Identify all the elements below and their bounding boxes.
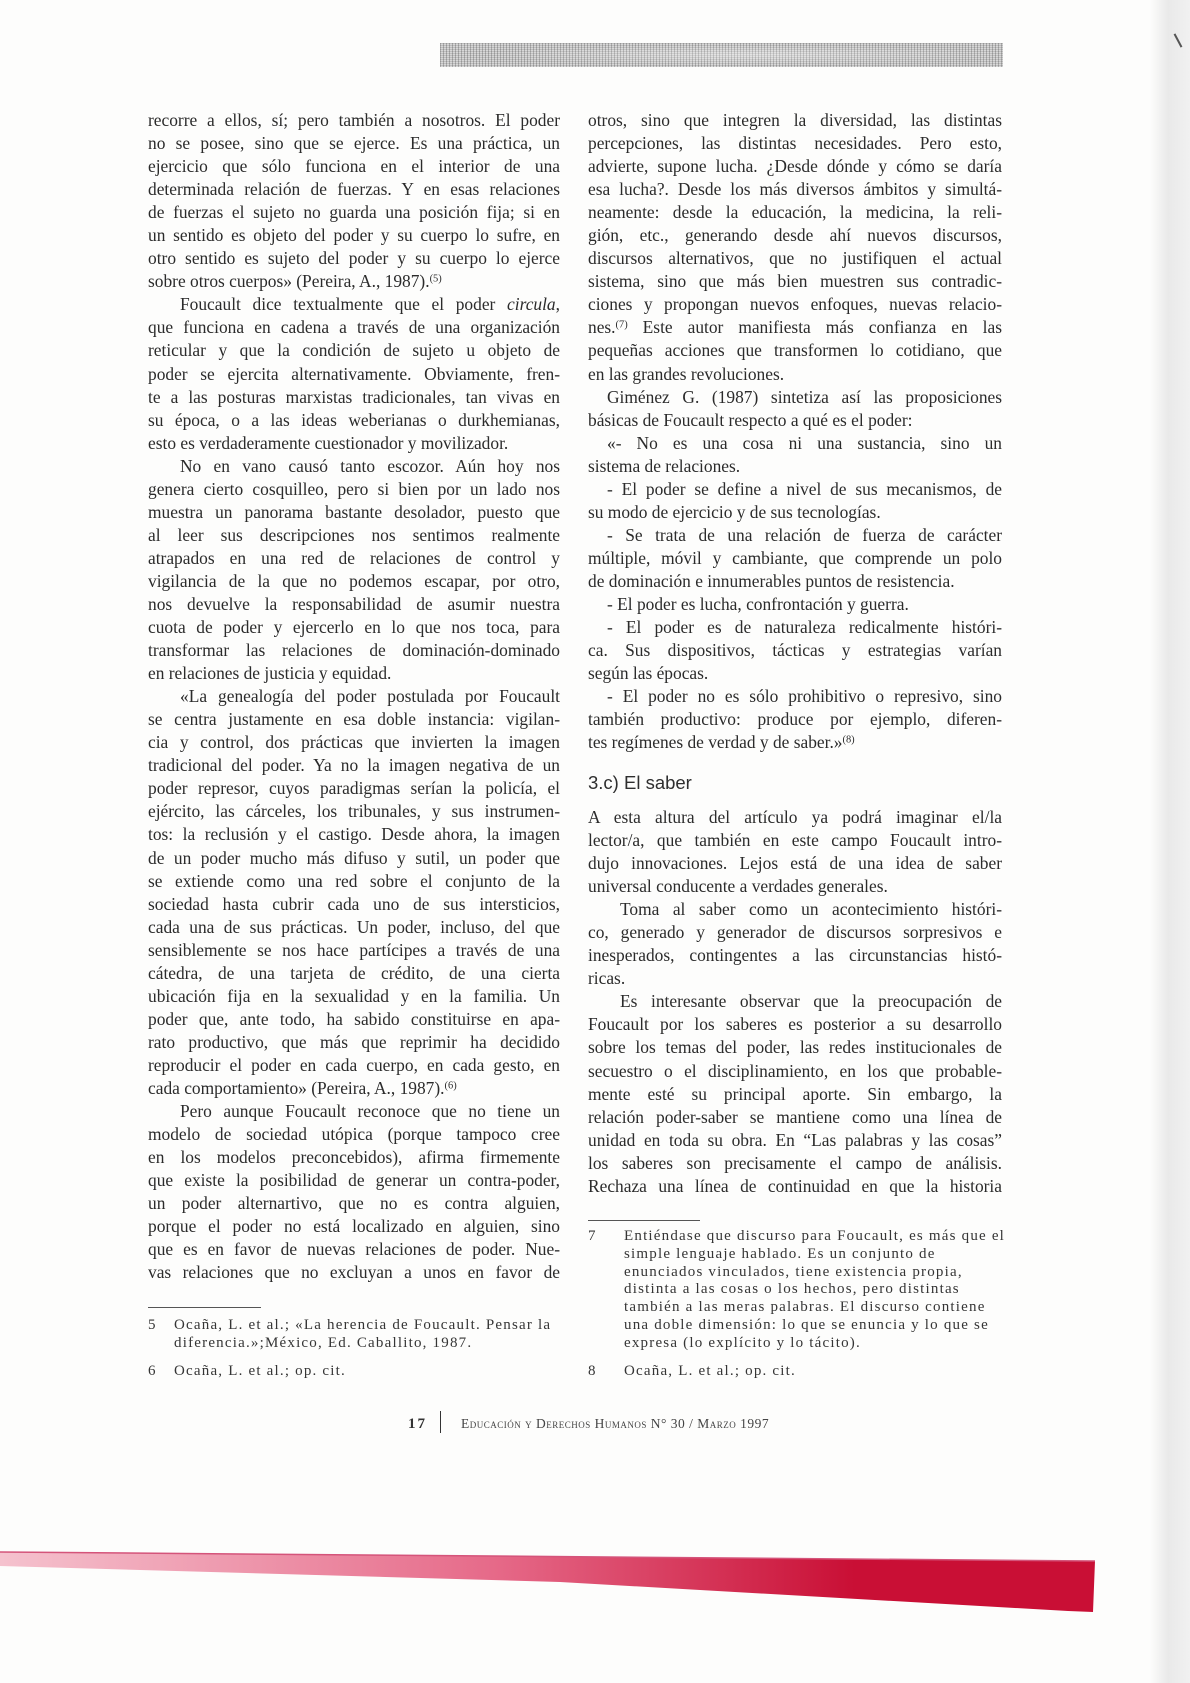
- text-line: mente esté su principal aporte. Sin embargo, la: [588, 1083, 1002, 1104]
- footnote-line: diferencia.»;México, Ed. Caballito, 1987.: [174, 1334, 473, 1351]
- paragraph: [148, 109, 560, 293]
- text-line: pequeñas acciones que transformen lo cotidiano, que: [588, 340, 1002, 361]
- text-line: secuestro o el disciplinamiento, en los que probable-: [588, 1060, 1002, 1081]
- text-line: también productivo: produce por ejemplo, diferen-: [588, 709, 1002, 730]
- text-line: - El poder se define a nivel de sus mecanismos, de: [607, 478, 1002, 499]
- paragraph: [588, 806, 1002, 898]
- text-line: poder que, ante todo, ha sabido constituirse en apa-: [148, 1008, 560, 1029]
- text-line: otros, sino que integren la diversidad, las distintas: [588, 110, 1002, 130]
- text-line: básicas de Foucault respecto a qué es el poder:: [588, 409, 913, 430]
- text-line: inesperados, contingentes a las circunstancias histó-: [588, 945, 1002, 966]
- text-line: los saberes son precisamente el campo de análisis.: [588, 1152, 1002, 1173]
- text-line: modelo de sociedad utópica (porque tampoco cree: [148, 1124, 560, 1145]
- note-reference: (6): [444, 1080, 457, 1092]
- footnote: [588, 1228, 1006, 1353]
- text-line: Toma al saber como un acontecimiento históri-: [620, 899, 1002, 920]
- text-line: ejército, las cárceles, los tribunales, y sus instrumen-: [148, 801, 560, 822]
- footnotes-left: [148, 1317, 560, 1391]
- footnote: [148, 1317, 560, 1353]
- text-line: ejercicio que sólo funciona en el interior de una: [148, 156, 560, 177]
- text-line: dujo innovaciones. Lejos está de una idea de saber: [588, 853, 1002, 874]
- footnote-line: una doble dimensión: lo que se enuncia y lo que se: [624, 1316, 989, 1333]
- footnote-line: Ocaña, L. et al.; «La herencia de Foucault. Pensar la: [174, 1317, 552, 1333]
- text-line: al leer sus descripciones nos sentimos realmente: [148, 524, 560, 545]
- text-segment: tes regímenes de verdad y de saber.»: [588, 732, 843, 753]
- text-line: un poder alternartivo, que no es contra alguien,: [148, 1193, 560, 1214]
- footer-divider: [440, 1411, 441, 1433]
- text-line: porque el poder no está localizado en alguien, sino: [148, 1216, 560, 1237]
- text-line: [148, 1077, 560, 1100]
- paragraph: [588, 898, 1002, 990]
- left-column: [148, 109, 560, 1284]
- text-line: poder represor, cuyos paradigmas serían la policía, el: [148, 778, 560, 799]
- text-line: sobre los temas del poder, las redes institucionales de: [588, 1037, 1002, 1058]
- section-heading: 3.c) El saber: [588, 772, 692, 793]
- text-line: múltiple, móvil y cambiante, que comprende un polo: [588, 547, 1002, 568]
- paragraph: [588, 524, 1002, 593]
- text-line: atrapados en una red de relaciones de control y: [148, 547, 560, 568]
- text-line: nos devuelve la responsabilidad de asumir nuestra: [148, 593, 560, 614]
- text-line: ca. Sus dispositivos, tácticas y estrategias varían: [588, 640, 1002, 661]
- text-line: de fuerzas el sujeto no guarda una posición fija; si en: [148, 202, 560, 223]
- text-line: tradicional del poder. Ya no la imagen negativa de un: [148, 755, 560, 776]
- footnote-text: [174, 1363, 560, 1381]
- text-segment: nes.: [588, 317, 616, 338]
- footnote-rule: [148, 1307, 261, 1308]
- text-line: [588, 731, 1002, 754]
- text-line: No en vano causó tanto escozor. Aún hoy nos: [180, 455, 560, 476]
- text-line: «La genealogía del poder postulada por Foucault: [180, 686, 560, 707]
- footnote-line: simple lenguaje hablado. Es un conjunto de: [624, 1245, 936, 1262]
- text-line: [148, 270, 560, 293]
- note-reference: (5): [429, 273, 442, 285]
- text-line: muestra un panorama bastante desolador, puesto que: [148, 501, 560, 522]
- text-line: percepciones, las distintas necesidades. Pero esto,: [588, 133, 1002, 154]
- footnotes-right: [588, 1228, 1006, 1391]
- text-line: cuota de poder y ejercerlo en lo que nos toca, para: [148, 617, 560, 638]
- text-line: cada una de sus prácticas. Un poder, incluso, del que: [148, 916, 560, 937]
- text-line: unidad en toda su obra. En “Las palabras y las cosas”: [588, 1129, 1002, 1150]
- text-line: que existe la posibilidad de generar un contra-poder,: [148, 1170, 560, 1191]
- text-line: según las épocas.: [588, 663, 709, 684]
- paragraph: [148, 293, 560, 454]
- footnote-line: también a las meras palabras. El discurso contiene: [624, 1299, 986, 1316]
- page-edge-shade: [1150, 0, 1190, 1683]
- text-line: su época, o a las ideas weberianas o durkhemianas,: [148, 409, 560, 430]
- text-line: reticular y que la condición de sujeto u objeto de: [148, 340, 560, 361]
- text-line: sociedad hasta cubrir cada uno de sus intersticios,: [148, 893, 560, 914]
- paragraph: [588, 432, 1002, 478]
- paragraph: [588, 616, 1002, 685]
- text-line: Pero aunque Foucault reconoce que no tiene un: [180, 1101, 560, 1122]
- text-segment: sobre otros cuerpos» (Pereira, A., 1987).: [148, 271, 430, 292]
- footnote-number: 8: [588, 1363, 596, 1380]
- footnote-line: enunciados vinculados, tiene existencia propia,: [624, 1263, 963, 1280]
- paragraph: [588, 478, 1002, 524]
- footnote-number: 6: [148, 1363, 156, 1380]
- text-line: ubicación fija en la sexualidad y en la familia. Un: [148, 985, 560, 1006]
- footnote-line: Ocaña, L. et al.; op. cit.: [174, 1363, 346, 1380]
- text-line: - El poder es lucha, confrontación y guerra.: [607, 593, 909, 614]
- text-line: se extiende como una red sobre el conjunto de la: [148, 870, 560, 891]
- footnote: [148, 1363, 560, 1381]
- text-segment: cada comportamiento» (Pereira, A., 1987).: [148, 1077, 445, 1098]
- footnote-line: Entiéndase que discurso para Foucault, es más que el: [624, 1228, 1006, 1244]
- text-line: rato productivo, que más que reprimir ha decidido: [148, 1031, 560, 1052]
- text-line: [148, 293, 560, 316]
- text-line: poder se ejercita alternativamente. Obviamente, fren-: [148, 363, 560, 384]
- paragraph: [588, 990, 1002, 1197]
- text-line: relación poder-saber se mantiene como una línea de: [588, 1106, 1002, 1127]
- text-line: A esta altura del artículo ya podrá imaginar el/la: [588, 807, 1002, 827]
- text-segment: Este autor manifiesta más confianza en las: [627, 317, 1002, 338]
- text-line: lector/a, que también en este campo Foucault intro-: [588, 830, 1002, 851]
- footnote-line: Ocaña, L. et al.; op. cit.: [624, 1363, 796, 1380]
- text-line: determinada relación de fuerzas. Y en esas relaciones: [148, 179, 560, 200]
- text-line: tos: la reclusión y el castigo. Desde ahora, la imagen: [148, 824, 560, 845]
- footnote-rule: [588, 1220, 700, 1221]
- text-segment: Foucault dice textualmente que el poder: [180, 294, 508, 315]
- text-line: advierte, supone lucha. ¿Desde dónde y cómo se daría: [588, 156, 1002, 177]
- text-line: Giménez G. (1987) sintetiza así las proposiciones: [607, 386, 1002, 407]
- text-line: Foucault por los saberes es posterior a su desarrollo: [588, 1014, 1002, 1035]
- text-line: en las grandes revoluciones.: [588, 363, 785, 384]
- paragraph: [588, 386, 1002, 432]
- text-line: neamente: desde la educación, la medicina, la reli-: [588, 202, 1002, 223]
- text-segment: ,: [555, 294, 560, 315]
- emphasis-text: circula: [507, 294, 556, 315]
- footnote-line: expresa (lo explícito y lo tácito).: [624, 1334, 861, 1351]
- scan-gray-bar: [440, 43, 1003, 67]
- paragraph: [148, 455, 560, 685]
- text-line: cátedra, de una tarjeta de crédito, de una cierta: [148, 962, 560, 983]
- text-line: vas relaciones que no excluyan a unos en favor de: [148, 1262, 560, 1283]
- text-line: universal conducente a verdades generales.: [588, 876, 888, 897]
- text-line: reproducir el poder en cada cuerpo, en cada gesto, en: [148, 1054, 560, 1075]
- text-line: se centra justamente en esa doble instancia: vigilan-: [148, 709, 560, 730]
- page-number: 17: [408, 1416, 427, 1432]
- text-line: «- No es una cosa ni una sustancia, sino un: [607, 432, 1002, 453]
- red-stripe: [0, 1540, 1190, 1630]
- text-line: co, generado y generador de discursos sorpresivos e: [588, 922, 1002, 943]
- paragraph: [588, 685, 1002, 754]
- text-line: recorre a ellos, sí; pero también a nosotros. El poder: [148, 110, 560, 130]
- text-line: - El poder no es sólo prohibitivo o represivo, sino: [607, 686, 1002, 707]
- footnote-text: [174, 1317, 560, 1353]
- text-line: vigilancia de la que no podemos escapar, por otro,: [148, 570, 560, 591]
- footnote-number: 7: [588, 1228, 596, 1244]
- text-line: no se posee, sino que se ejerce. Es una práctica, un: [148, 133, 560, 154]
- text-line: en relaciones de justicia y equidad.: [148, 663, 392, 684]
- footnote-number: 5: [148, 1317, 156, 1333]
- publication-title: Educación y Derechos Humanos N° 30 / Marzo 1997: [461, 1416, 770, 1431]
- text-line: te a las posturas marxistas tradicionales, tan vivas en: [148, 386, 560, 407]
- right-column-top: [588, 109, 1002, 754]
- text-line: [588, 316, 1002, 339]
- footnote: [588, 1363, 1002, 1381]
- text-line: esto es verdaderamente cuestionador y movilizador.: [148, 432, 509, 453]
- text-line: que funciona en cadena a través de una organización: [148, 317, 560, 338]
- text-line: gión, etc., generando desde ahí nuevos discursos,: [588, 225, 1002, 246]
- text-line: Es interesante observar que la preocupación de: [620, 991, 1002, 1012]
- text-line: ricas.: [588, 968, 626, 989]
- text-line: - Se trata de una relación de fuerza de carácter: [607, 524, 1002, 545]
- text-line: discursos alternativos, que no justifiquen el actual: [588, 248, 1002, 269]
- text-line: de dominación e innumerables puntos de resistencia.: [588, 570, 955, 591]
- note-reference: (7): [615, 319, 628, 331]
- text-line: sistema de relaciones.: [588, 455, 741, 476]
- text-line: en los modelos preconcebidos), afirma firmemente: [148, 1147, 560, 1168]
- paragraph: [148, 1100, 560, 1284]
- text-line: cia y control, dos prácticas que invierten la imagen: [148, 732, 560, 753]
- text-line: Rechaza una línea de continuidad en que la historia: [588, 1175, 1002, 1196]
- paragraph: [148, 685, 560, 1100]
- text-line: sensiblemente se nos hace partícipes a través de una: [148, 939, 560, 960]
- text-line: otro sentido es sujeto del poder y su cuerpo lo ejerce: [148, 248, 560, 269]
- text-line: sistema, sino que más bien muestren sus contradic-: [588, 271, 1002, 292]
- footnote-text: [624, 1363, 1002, 1381]
- text-line: ciones y propongan nuevos enfoques, nuevas relacio-: [588, 294, 1002, 315]
- footnote-text: [624, 1228, 1005, 1353]
- paragraph: [588, 593, 1002, 616]
- text-line: su modo de ejercicio y de sus tecnologías.: [588, 501, 881, 522]
- text-line: de un poder mucho más difuso y sutil, un poder que: [148, 847, 560, 868]
- note-reference: (8): [842, 734, 855, 746]
- text-line: - El poder es de naturaleza redicalmente históri-: [607, 617, 1002, 638]
- right-column-section: [588, 806, 1002, 1198]
- red-stripe-band: [0, 1552, 1095, 1612]
- text-line: esa lucha?. Desde los más diversos ámbitos y simultá-: [588, 179, 1002, 200]
- text-line: transformar las relaciones de dominación-dominado: [148, 640, 560, 661]
- paragraph: [588, 109, 1002, 386]
- text-line: que es en favor de nuevas relaciones de poder. Nue-: [148, 1239, 560, 1260]
- footnote-line: distinta a las cosas o los hechos, pero distintas: [624, 1281, 960, 1298]
- text-line: genera cierto cosquilleo, pero si bien por un lado nos: [148, 478, 560, 499]
- text-line: un sentido es objeto del poder y su cuerpo lo sufre, en: [148, 225, 560, 246]
